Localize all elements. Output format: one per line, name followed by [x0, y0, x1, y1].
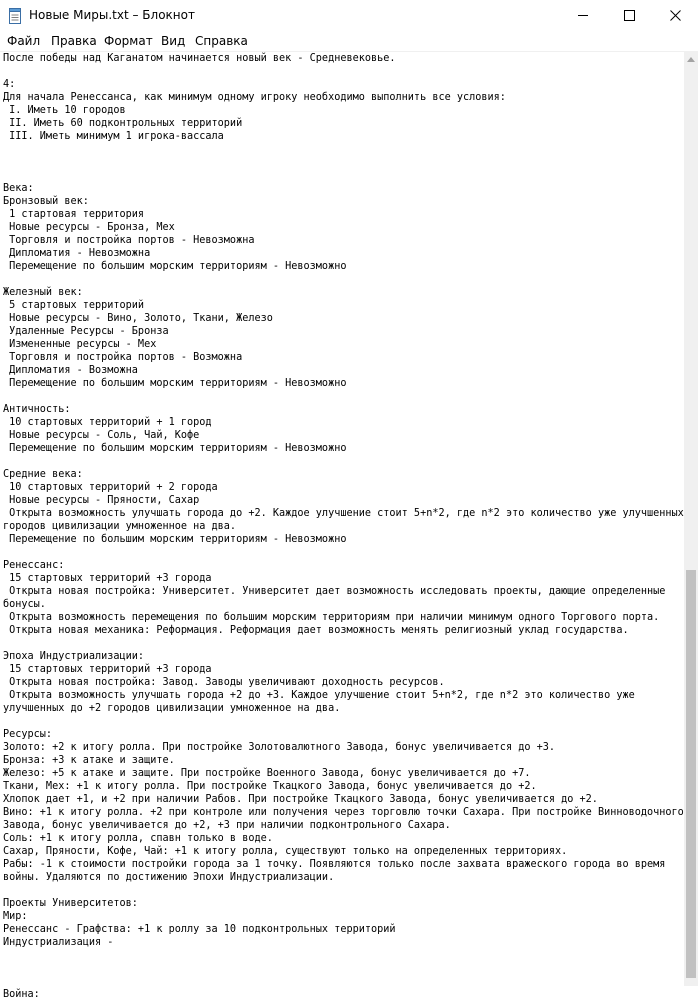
text-content [3, 52, 684, 1001]
text-line: После победы над Каганатом начинается новый век - Средневековье. [3, 53, 396, 64]
text-line: Торговля и постройка портов - Невозможна [3, 235, 255, 246]
text-line: Новые ресурсы - Бронза, Мех [3, 222, 175, 233]
text-line: бонусы. [3, 599, 46, 610]
text-line: Ренессанс - Графства: +1 к роллу за 10 подконтрольных территорий [3, 924, 396, 935]
text-line: Новые ресурсы - Вино, Золото, Ткани, Железо [3, 313, 273, 324]
text-line: Новые ресурсы - Соль, Чай, Кофе [3, 430, 200, 441]
menu-format[interactable]: Формат [104, 34, 153, 48]
text-line: Перемещение по большим морским территориям - Невозможно [3, 443, 347, 454]
text-line: III. Иметь минимум 1 игрока-вассала [3, 131, 224, 142]
text-editor[interactable] [0, 52, 684, 1000]
text-line: Открыта новая механика: Реформация. Реформация дает возможность менять религиозный уклад государства. [3, 625, 629, 636]
text-line: Индустриализация - [3, 937, 114, 948]
scroll-up-arrow-icon[interactable] [687, 57, 695, 62]
text-line [3, 65, 684, 78]
text-line: I. Иметь 10 городов [3, 105, 126, 116]
text-line: Соль: +1 к итогу ролла, спавн только в воде. [3, 833, 273, 844]
maximize-button[interactable] [606, 0, 652, 31]
scrollbar-thumb[interactable] [686, 570, 696, 978]
text-line: Война: [3, 989, 40, 1000]
text-line: 10 стартовых территорий + 1 город [3, 417, 212, 428]
close-button[interactable] [652, 0, 698, 31]
maximize-icon [624, 10, 635, 21]
menu-file[interactable]: Файл [7, 34, 41, 48]
text-line [3, 455, 684, 468]
text-line: Новые ресурсы - Пряности, Сахар [3, 495, 200, 506]
text-line: Открыта возможность улучшать города до +2. Каждое улучшение стоит 5+n*2, где n*2 это количество уже улучшенных [3, 508, 684, 519]
text-line: Рабы: -1 к стоимости постройки города за 1 точку. Появляются только после захвата вражеского города во время [3, 859, 666, 870]
text-line: войны. Удаляются по достижению Эпохи Индустриализации. [3, 872, 335, 883]
text-line: городов цивилизации умноженное на два. [3, 521, 237, 532]
text-line: Дипломатия - Возможна [3, 365, 138, 376]
menu-view[interactable]: Вид [161, 34, 186, 48]
text-line: Века: [3, 183, 34, 194]
text-line: Завода, бонус увеличивается до +2, +3 при наличии подконтрольного Сахара. [3, 820, 451, 831]
text-line: улучшенных до +2 городов цивилизации умноженное на два. [3, 703, 341, 714]
text-line: Измененные ресурсы - Мех [3, 339, 157, 350]
minimize-button[interactable] [560, 0, 606, 31]
text-line: Ресурсы: [3, 729, 53, 740]
text-line: Для начала Ренессанса, как минимум одному игроку необходимо выполнить все условия: [3, 92, 506, 103]
menu-help[interactable]: Справка [195, 34, 248, 48]
text-line: Дипломатия - Невозможна [3, 248, 151, 259]
text-line: Бронза: +3 к атаке и защите. [3, 755, 175, 766]
text-line: Сахар, Пряности, Кофе, Чай: +1 к итогу ролла, существуют только на определенных территориях. [3, 846, 568, 857]
text-line: Железный век: [3, 287, 83, 298]
text-line [3, 156, 684, 169]
text-line: Открыта возможность перемещения по большим морским территориям при наличии минимум одного Торгового порта. [3, 612, 660, 623]
text-line [3, 143, 684, 156]
text-line: Перемещение по большим морским территориям - Невозможно [3, 261, 347, 272]
text-line [3, 169, 684, 182]
text-line: Ткани, Мех: +1 к итогу ролла. При постройке Ткацкого Завода, бонус увеличивается до +2. [3, 781, 537, 792]
text-line: Средние века: [3, 469, 83, 480]
title-bar[interactable] [0, 0, 698, 31]
text-line: Торговля и постройка портов - Возможна [3, 352, 243, 363]
text-line [3, 637, 684, 650]
text-line [3, 975, 684, 988]
text-line: II. Иметь 60 подконтрольных территорий [3, 118, 243, 129]
text-line: Ренессанс: [3, 560, 65, 571]
text-line: Железо: +5 к атаке и защите. При постройке Военного Завода, бонус увеличивается до +7. [3, 768, 531, 779]
menu-bar [0, 31, 698, 52]
text-line [3, 962, 684, 975]
text-line [3, 546, 684, 559]
text-line: 10 стартовых территорий + 2 города [3, 482, 218, 493]
text-line: Хлопок дает +1, и +2 при наличии Рабов. При постройке Ткацкого Завода, бонус увеличивается до +2. [3, 794, 598, 805]
text-line: Перемещение по большим морским территориям - Невозможно [3, 378, 347, 389]
close-icon [670, 10, 681, 21]
notepad-icon [8, 8, 22, 24]
text-line [3, 949, 684, 962]
text-line: Бронзовый век: [3, 196, 89, 207]
text-line [3, 390, 684, 403]
text-line: Открыта новая постройка: Университет. Университет дает возможность исследовать проекты, дающие определенные [3, 586, 666, 597]
text-line: 15 стартовых территорий +3 города [3, 664, 212, 675]
text-line: 5 стартовых территорий [3, 300, 145, 311]
text-line: Открыта новая постройка: Завод. Заводы увеличивают доходность ресурсов. [3, 677, 445, 688]
text-line: 1 стартовая территория [3, 209, 145, 220]
text-line: Античность: [3, 404, 71, 415]
text-line: Открыта возможность улучшать города +2 до +3. Каждое улучшение стоит 5+n*2, где n*2 это количество уже [3, 690, 635, 701]
window-title: Новые Миры.txt – Блокнот [29, 8, 195, 22]
text-line: Мир: [3, 911, 28, 922]
text-line: 4: [3, 79, 16, 90]
text-line: Проекты Университетов: [3, 898, 138, 909]
text-line [3, 273, 684, 286]
text-line: Эпоха Индустриализации: [3, 651, 145, 662]
text-line: Вино: +1 к итогу ролла. +2 при контроле или получения через торговлю точки Сахара. При постройке Винноводочного [3, 807, 684, 818]
vertical-scrollbar[interactable] [684, 52, 698, 986]
text-line: Удаленные Ресурсы - Бронза [3, 326, 169, 337]
menu-edit[interactable]: Правка [51, 34, 97, 48]
minimize-icon [578, 15, 588, 16]
text-line [3, 715, 684, 728]
text-line: Перемещение по большим морским территориям - Невозможно [3, 534, 347, 545]
text-line: 15 стартовых территорий +3 города [3, 573, 212, 584]
text-line [3, 884, 684, 897]
text-line: Золото: +2 к итогу ролла. При постройке Золотовалютного Завода, бонус увеличивается до +3. [3, 742, 556, 753]
